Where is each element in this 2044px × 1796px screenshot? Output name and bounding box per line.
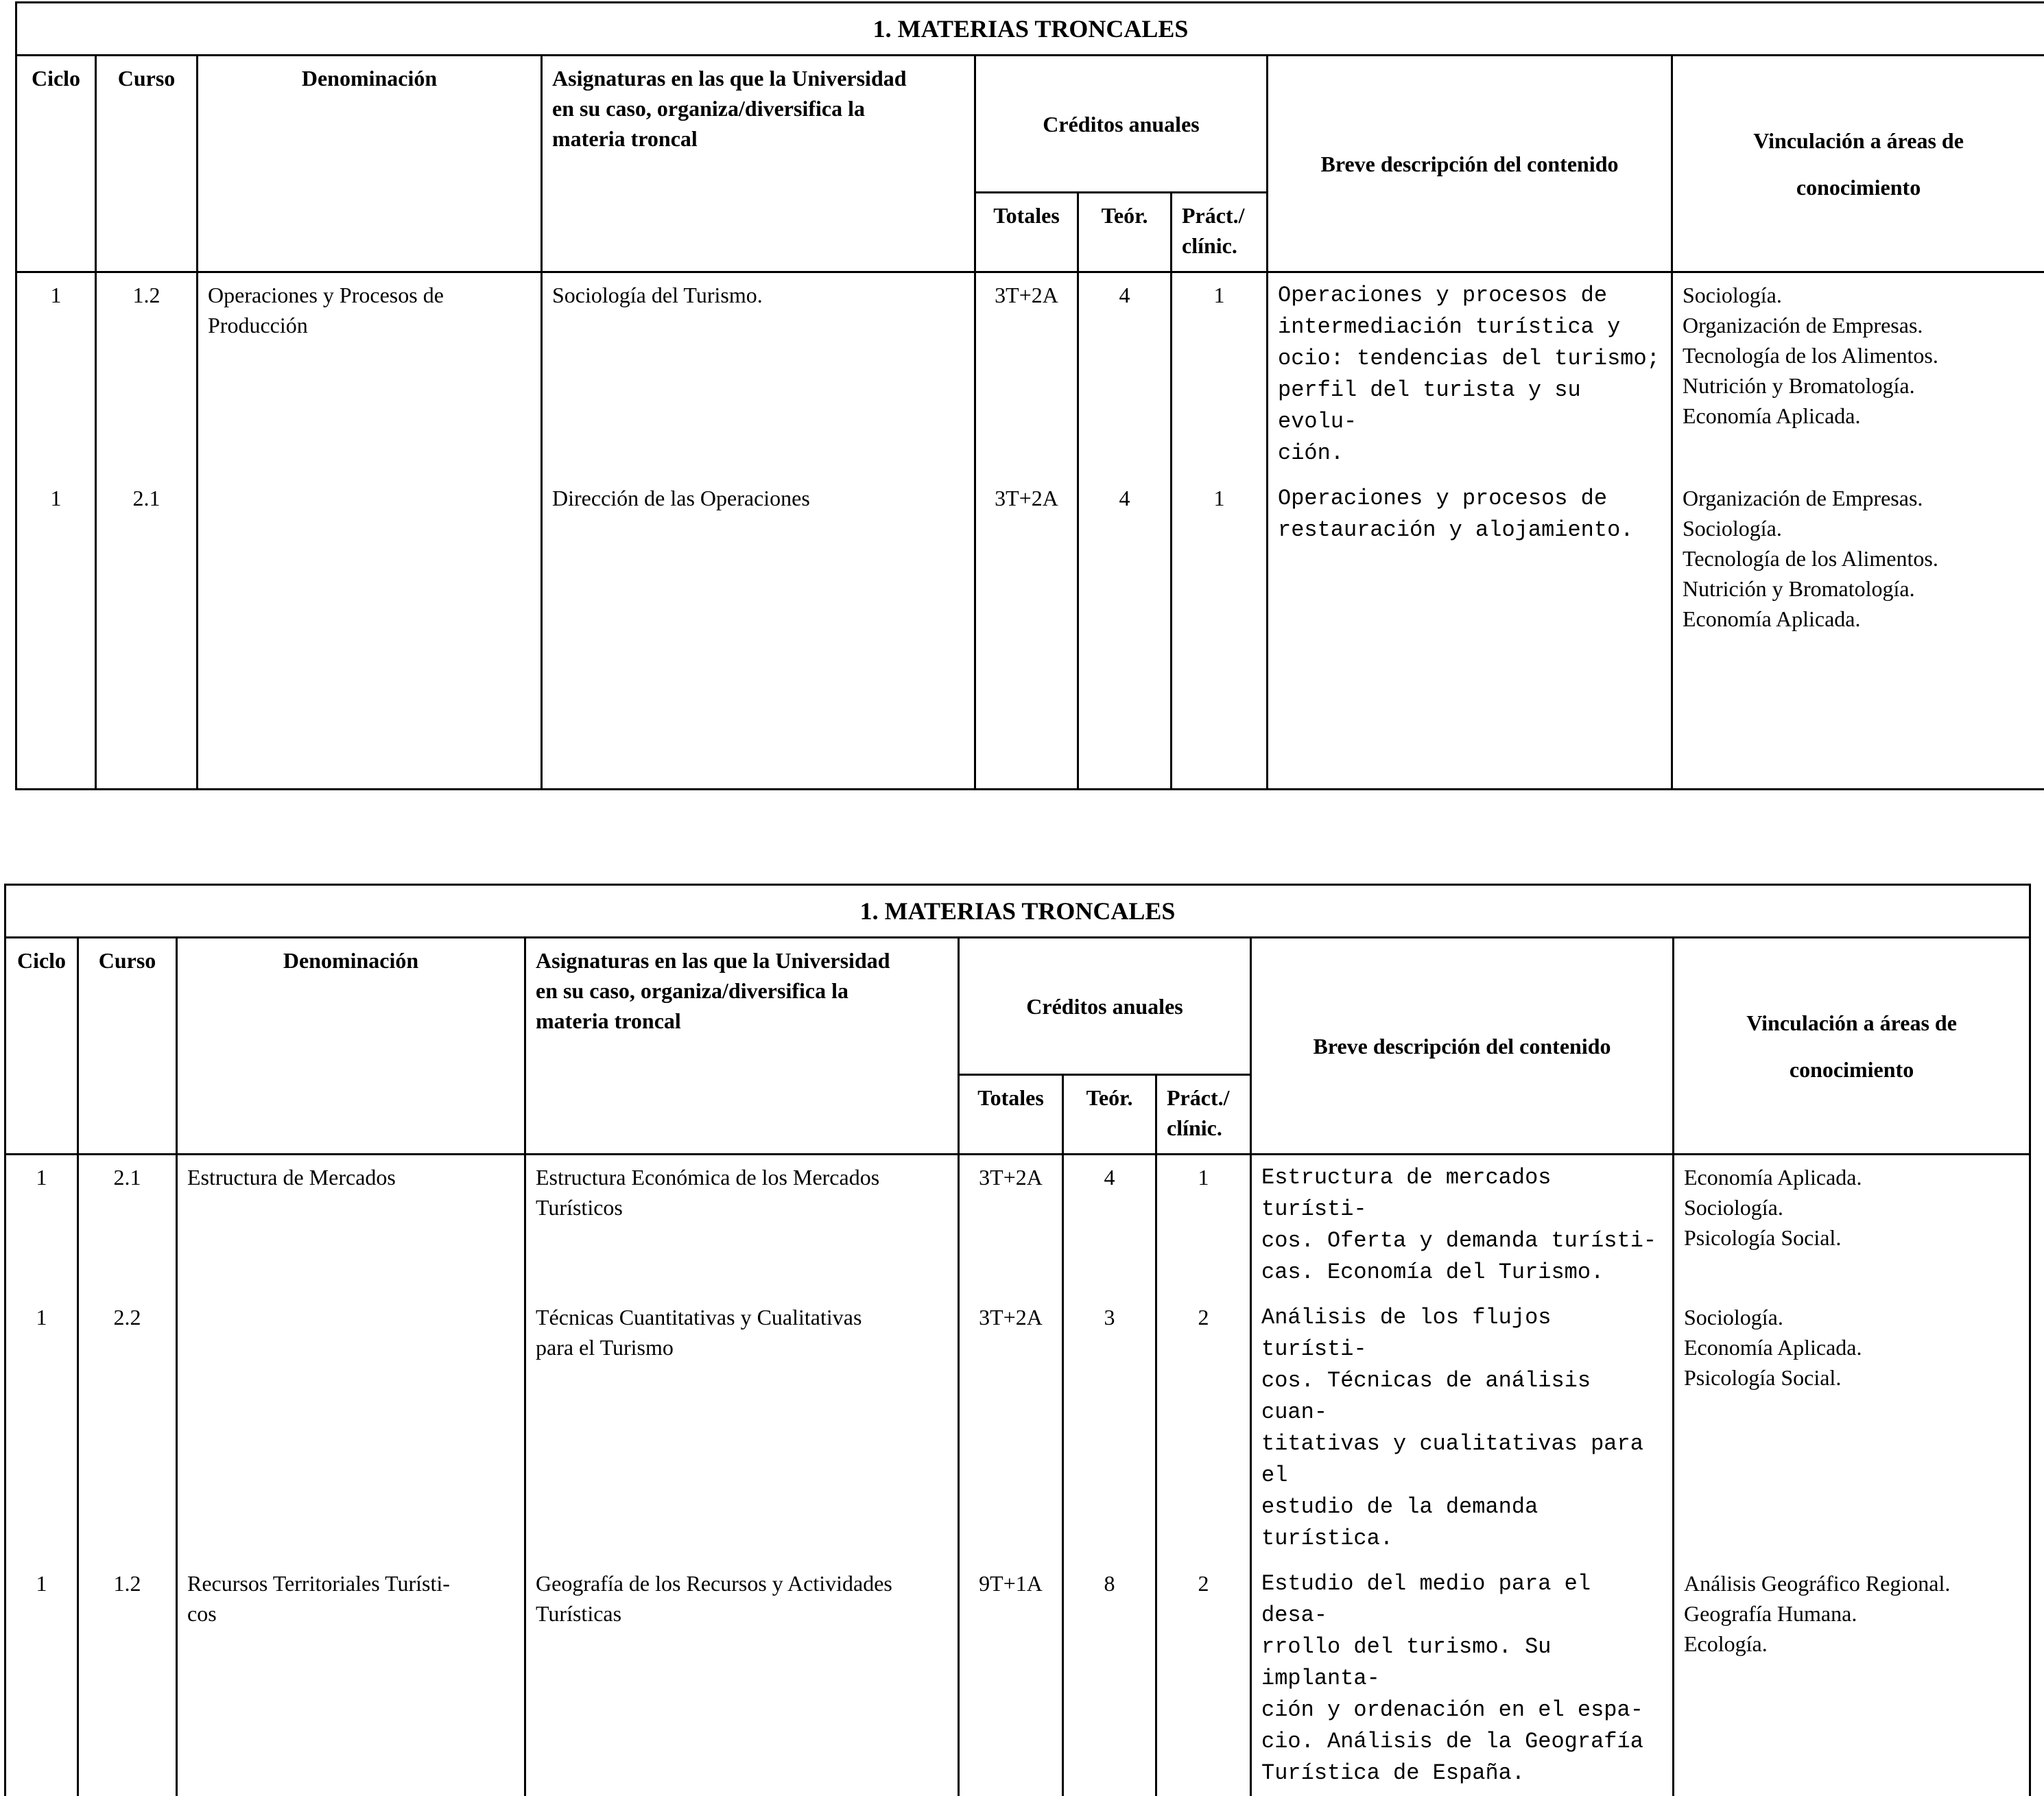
cell-asignatura: Técnicas Cuantitativas y Cualitativas para el Turismo [525, 1295, 959, 1561]
header-ciclo: Ciclo [5, 938, 78, 1155]
materias-troncales-table-1 [15, 1, 2044, 790]
table-row [5, 1561, 2030, 1796]
cell-areas: Economía Aplicada. Sociología. Psicología Social. [1674, 1155, 2030, 1296]
cell-curso: 1.2 [78, 1561, 177, 1796]
header-teor: Teór. [1078, 193, 1172, 272]
cell-denominacion: Estructura de Mercados [177, 1155, 525, 1296]
cell-teor: 3 [1063, 1295, 1156, 1561]
cell-descripcion: Operaciones y procesos de intermediación turística y ocio: tendencias del turismo; perfil del turista y su evolu- ción. [1268, 272, 1672, 477]
header-denominacion: Denominación [177, 938, 525, 1155]
cell-totales: 3T+2A [975, 272, 1078, 477]
cell-denominacion: Operaciones y Procesos de Producción [198, 272, 542, 477]
table-row [16, 272, 2044, 477]
cell-pract: 1 [1172, 272, 1268, 477]
cell-pract: 2 [1156, 1295, 1251, 1561]
cell-areas: Sociología. Organización de Empresas. Tecnología de los Alimentos. Nutrición y Bromatología. Economía Aplicada. [1672, 272, 2044, 477]
table-title: 1. MATERIAS TRONCALES [5, 885, 2030, 938]
cell-areas: Sociología. Economía Aplicada. Psicología Social. [1674, 1295, 2030, 1561]
cell-asignatura: Sociología del Turismo. [542, 272, 975, 477]
header-breve-descripcion: Breve descripción del contenido [1251, 938, 1674, 1155]
cell-curso: 2.1 [78, 1155, 177, 1296]
header-curso: Curso [96, 56, 198, 272]
cell-ciclo: 1 [16, 272, 96, 477]
table-title: 1. MATERIAS TRONCALES [16, 3, 2044, 56]
cell-descripcion: Operaciones y procesos de restauración y alojamiento. [1268, 476, 1672, 789]
header-row [5, 938, 2030, 1075]
cell-pract: 1 [1156, 1155, 1251, 1296]
header-teor: Teór. [1063, 1075, 1156, 1155]
table-title-row [5, 885, 2030, 938]
cell-curso: 2.2 [78, 1295, 177, 1561]
header-pract: Práct./ clínic. [1172, 193, 1268, 272]
materias-troncales-table-2 [4, 884, 2031, 1796]
cell-areas: Análisis Geográfico Regional. Geografía Humana. Ecología. [1674, 1561, 2030, 1796]
cell-totales: 9T+1A [959, 1561, 1063, 1796]
cell-pract: 1 [1172, 476, 1268, 789]
cell-asignatura: Geografía de los Recursos y Actividades Turísticas [525, 1561, 959, 1796]
cell-areas: Organización de Empresas. Sociología. Tecnología de los Alimentos. Nutrición y Bromatología. Economía Aplicada. [1672, 476, 2044, 789]
table-row [16, 476, 2044, 789]
header-curso: Curso [78, 938, 177, 1155]
header-totales: Totales [975, 193, 1078, 272]
header-breve-descripcion: Breve descripción del contenido [1268, 56, 1672, 272]
table-row [5, 1155, 2030, 1296]
header-vinculacion: Vinculación a áreas de conocimiento [1672, 56, 2044, 272]
header-asignaturas: Asignaturas en las que la Universidad en su caso, organiza/diversifica la materia troncal [542, 56, 975, 272]
cell-teor: 8 [1063, 1561, 1156, 1796]
table-title-row [16, 3, 2044, 56]
header-vinculacion: Vinculación a áreas de conocimiento [1674, 938, 2030, 1155]
cell-totales: 3T+2A [959, 1155, 1063, 1296]
header-creditos-anuales: Créditos anuales [959, 938, 1251, 1075]
cell-teor: 4 [1078, 476, 1172, 789]
header-ciclo: Ciclo [16, 56, 96, 272]
cell-ciclo: 1 [5, 1295, 78, 1561]
header-row [16, 56, 2044, 193]
header-denominacion: Denominación [198, 56, 542, 272]
header-totales: Totales [959, 1075, 1063, 1155]
header-creditos-anuales: Créditos anuales [975, 56, 1268, 193]
cell-curso: 1.2 [96, 272, 198, 477]
cell-denominacion [198, 476, 542, 789]
cell-ciclo: 1 [5, 1155, 78, 1296]
cell-descripcion: Estructura de mercados turísti- cos. Oferta y demanda turísti- cas. Economía del Turismo. [1251, 1155, 1674, 1296]
cell-denominacion [177, 1295, 525, 1561]
cell-totales: 3T+2A [975, 476, 1078, 789]
cell-totales: 3T+2A [959, 1295, 1063, 1561]
table-row [5, 1295, 2030, 1561]
cell-curso: 2.1 [96, 476, 198, 789]
cell-teor: 4 [1063, 1155, 1156, 1296]
header-asignaturas: Asignaturas en las que la Universidad en su caso, organiza/diversifica la materia troncal [525, 938, 959, 1155]
header-pract: Práct./ clínic. [1156, 1075, 1251, 1155]
cell-teor: 4 [1078, 272, 1172, 477]
cell-denominacion: Recursos Territoriales Turísti- cos [177, 1561, 525, 1796]
cell-asignatura: Dirección de las Operaciones [542, 476, 975, 789]
cell-descripcion: Estudio del medio para el desa- rrollo del turismo. Su implanta- ción y ordenación en el espa- cio. Análisis de la Geografía Turística de España. [1251, 1561, 1674, 1796]
cell-descripcion: Análisis de los flujos turísti- cos. Técnicas de análisis cuan- titativas y cualitativas para el estudio de la demanda turística. [1251, 1295, 1674, 1561]
cell-ciclo: 1 [5, 1561, 78, 1796]
cell-asignatura: Estructura Económica de los Mercados Turísticos [525, 1155, 959, 1296]
cell-ciclo: 1 [16, 476, 96, 789]
cell-pract: 2 [1156, 1561, 1251, 1796]
